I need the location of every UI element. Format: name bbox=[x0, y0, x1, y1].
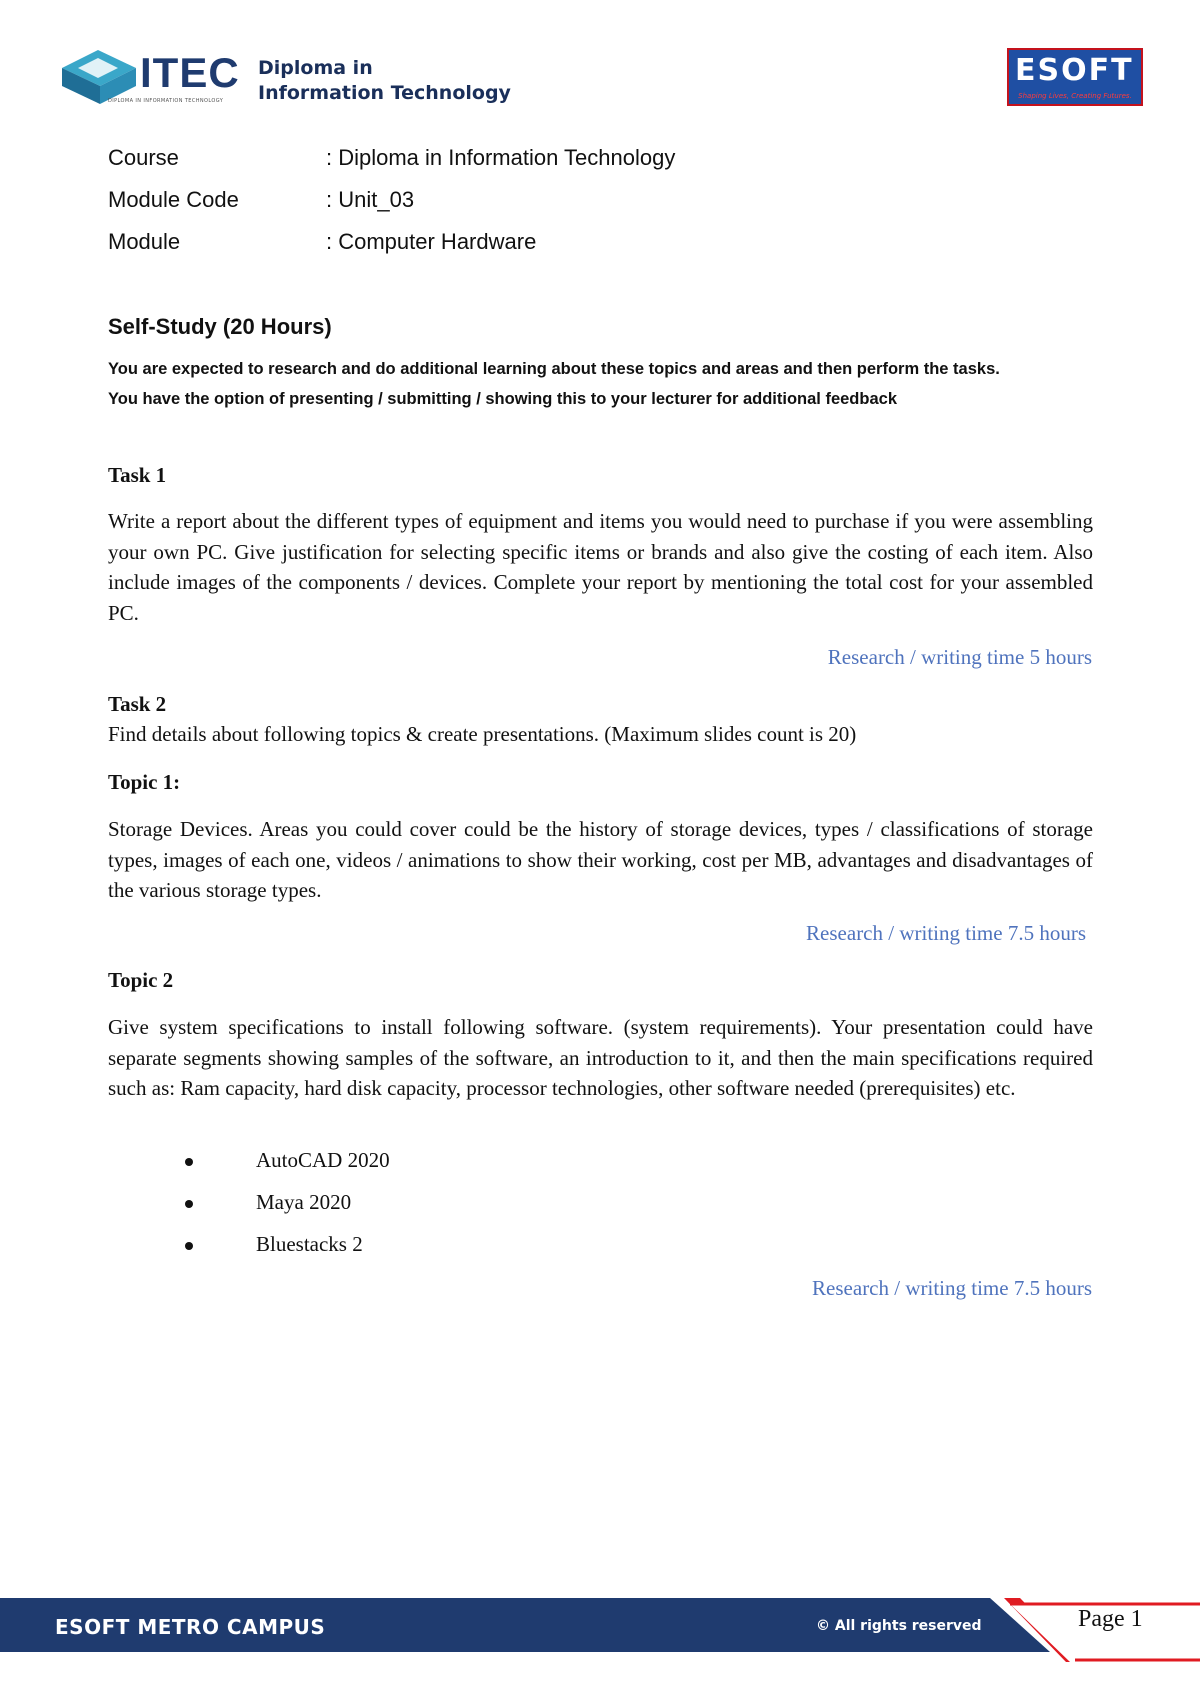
logo-tagline: DIPLOMA IN INFORMATION TECHNOLOGY bbox=[108, 98, 224, 104]
course-value: : Diploma in Information Technology bbox=[326, 145, 676, 170]
footer-campus: ESOFT METRO CAMPUS bbox=[55, 1615, 326, 1639]
topic2-time: Research / writing time 7.5 hours bbox=[812, 1276, 1092, 1300]
esoft-logo-word: ESOFT bbox=[1015, 53, 1134, 88]
module-label: Module bbox=[108, 229, 181, 254]
self-study-title: Self-Study (20 Hours) bbox=[108, 314, 332, 339]
topic1-time: Research / writing time 7.5 hours bbox=[806, 921, 1086, 945]
topic1-heading: Topic 1: bbox=[108, 770, 181, 794]
bullet-icon bbox=[185, 1242, 193, 1250]
software-name: Maya 2020 bbox=[256, 1190, 352, 1214]
topic1-body: Storage Devices. Areas you could cover could be the history of storage devices, types / classifications of storage types, images of each one, videos / animations to show their working, cost per MB, advantages and disadvantages of the various storage types. bbox=[108, 817, 1093, 902]
self-study-line1: You are expected to research and do additional learning about these topics and areas and then perform the tasks. bbox=[108, 360, 1000, 378]
header-title bbox=[258, 56, 511, 106]
task2-intro: Find details about following topics & create presentations. (Maximum slides count is 20) bbox=[108, 722, 857, 746]
software-list-item bbox=[216, 1232, 363, 1257]
footer-rights: © All rights reserved bbox=[816, 1618, 982, 1634]
topic2-heading: Topic 2 bbox=[108, 968, 174, 992]
header-title-line1: Diploma in bbox=[258, 57, 373, 79]
software-list-item bbox=[216, 1148, 390, 1173]
self-study-intro bbox=[108, 354, 1098, 414]
header-title-line2: Information Technology bbox=[258, 82, 511, 104]
self-study-line2: You have the option of presenting / submitting / showing this to your lecturer for additional feedback bbox=[108, 390, 897, 408]
task2-heading: Task 2 bbox=[108, 692, 167, 716]
bullet-icon bbox=[185, 1158, 193, 1166]
task1-time: Research / writing time 5 hours bbox=[827, 645, 1092, 669]
bullet-icon bbox=[185, 1200, 193, 1208]
task1-heading: Task 1 bbox=[108, 463, 167, 487]
topic2-body: Give system specifications to install following software. (system requirements). Your presentation could have separate segments showing samples of the software, an introduction to it, and then the main specifications required such as: Ram capacity, hard disk capacity, processor technologies, other software needed (prerequisites) etc. bbox=[108, 1015, 1093, 1100]
module-value: : Computer Hardware bbox=[326, 229, 537, 254]
software-list-item bbox=[216, 1190, 352, 1215]
software-name: AutoCAD 2020 bbox=[256, 1148, 390, 1172]
logo-word: ITEC bbox=[140, 49, 240, 96]
course-label: Course bbox=[108, 145, 179, 170]
module-code-label: Module Code bbox=[108, 187, 239, 212]
task1-body: Write a report about the different types of equipment and items you would need to purchase if you were assembling your own PC. Give justification for selecting specific items or brands and also give the costing of each item. Also include images of the components / devices. Complete your report by mentioning the total cost for your assembled PC. bbox=[108, 509, 1093, 625]
page-number: Page 1 bbox=[1078, 1606, 1143, 1632]
esoft-slogan: Shaping Lives, Creating Futures. bbox=[1018, 92, 1132, 100]
esoft-logo bbox=[1007, 48, 1143, 106]
software-name: Bluestacks 2 bbox=[256, 1232, 363, 1256]
module-code-value: : Unit_03 bbox=[326, 187, 415, 212]
